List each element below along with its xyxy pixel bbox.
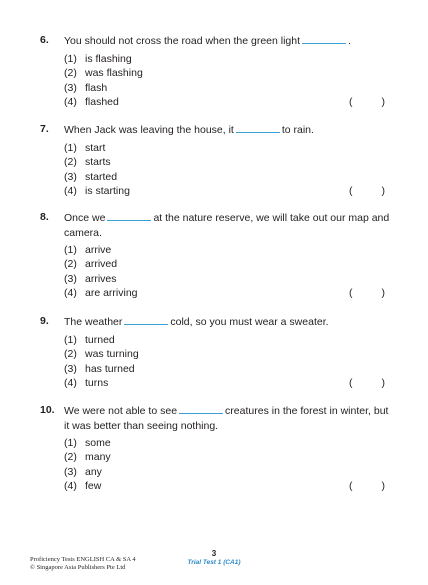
options-list	[64, 52, 384, 110]
footer-book-title: Proficiency Tests ENGLISH CA & SA 4	[30, 556, 136, 563]
question-number: 9.	[40, 315, 49, 327]
option-4[interactable]: (4) turns ( )	[64, 377, 385, 390]
option-3[interactable]: (3) flash	[64, 81, 108, 94]
answer-blank[interactable]	[179, 404, 223, 414]
option-1[interactable]: (1) arrive	[64, 244, 112, 256]
answer-blank[interactable]	[236, 123, 280, 133]
question-number: 10.	[40, 404, 55, 416]
answer-blank[interactable]	[124, 315, 168, 325]
option-3[interactable]: (3) started	[64, 170, 118, 183]
option-4[interactable]: (4) flashed ( )	[64, 96, 385, 109]
option-3[interactable]: (3) has turned	[64, 362, 135, 375]
question-stem: You should not cross the road when the green light .	[64, 35, 351, 47]
option-2[interactable]: (2) was flashing	[64, 67, 143, 80]
option-2[interactable]: (2) starts	[64, 156, 111, 169]
option-4[interactable]: (4) few ( )	[64, 480, 385, 493]
answer-blank[interactable]	[302, 34, 346, 44]
footer-copyright: © Singapore Asia Publishers Pte Ltd	[30, 564, 126, 571]
question-number: 6.	[40, 34, 49, 46]
options-list	[64, 243, 384, 301]
option-2[interactable]: (2) was turning	[64, 348, 139, 361]
option-1[interactable]: (1) some	[64, 437, 111, 449]
option-4[interactable]: (4) are arriving ( )	[64, 287, 385, 300]
trial-test-label: Trial Test 1 (CA1)	[187, 559, 241, 566]
option-2[interactable]: (2) arrived	[64, 258, 118, 271]
options-list	[64, 141, 384, 199]
question-number: 7.	[40, 123, 49, 135]
option-1[interactable]: (1) is flashing	[64, 53, 132, 65]
question-stem: Once we at the nature reserve, we will take out our map and camera.	[64, 212, 390, 239]
question-stem: We were not able to see creatures in the forest in winter, but it was better than seeing nothing.	[64, 405, 389, 432]
option-3[interactable]: (3) any	[64, 465, 102, 478]
option-1[interactable]: (1) start	[64, 142, 106, 154]
option-3[interactable]: (3) arrives	[64, 272, 117, 285]
options-list	[64, 333, 384, 391]
options-list	[64, 436, 384, 494]
option-2[interactable]: (2) many	[64, 451, 111, 464]
option-4[interactable]: (4) is starting ( )	[64, 185, 385, 198]
question-stem: When Jack was leaving the house, it to rain.	[64, 124, 314, 136]
page-number: 3	[211, 549, 217, 558]
question-stem: The weather cold, so you must wear a sweater.	[64, 316, 329, 328]
option-1[interactable]: (1) turned	[64, 334, 115, 346]
question-number: 8.	[40, 211, 49, 223]
answer-blank[interactable]	[107, 211, 151, 221]
